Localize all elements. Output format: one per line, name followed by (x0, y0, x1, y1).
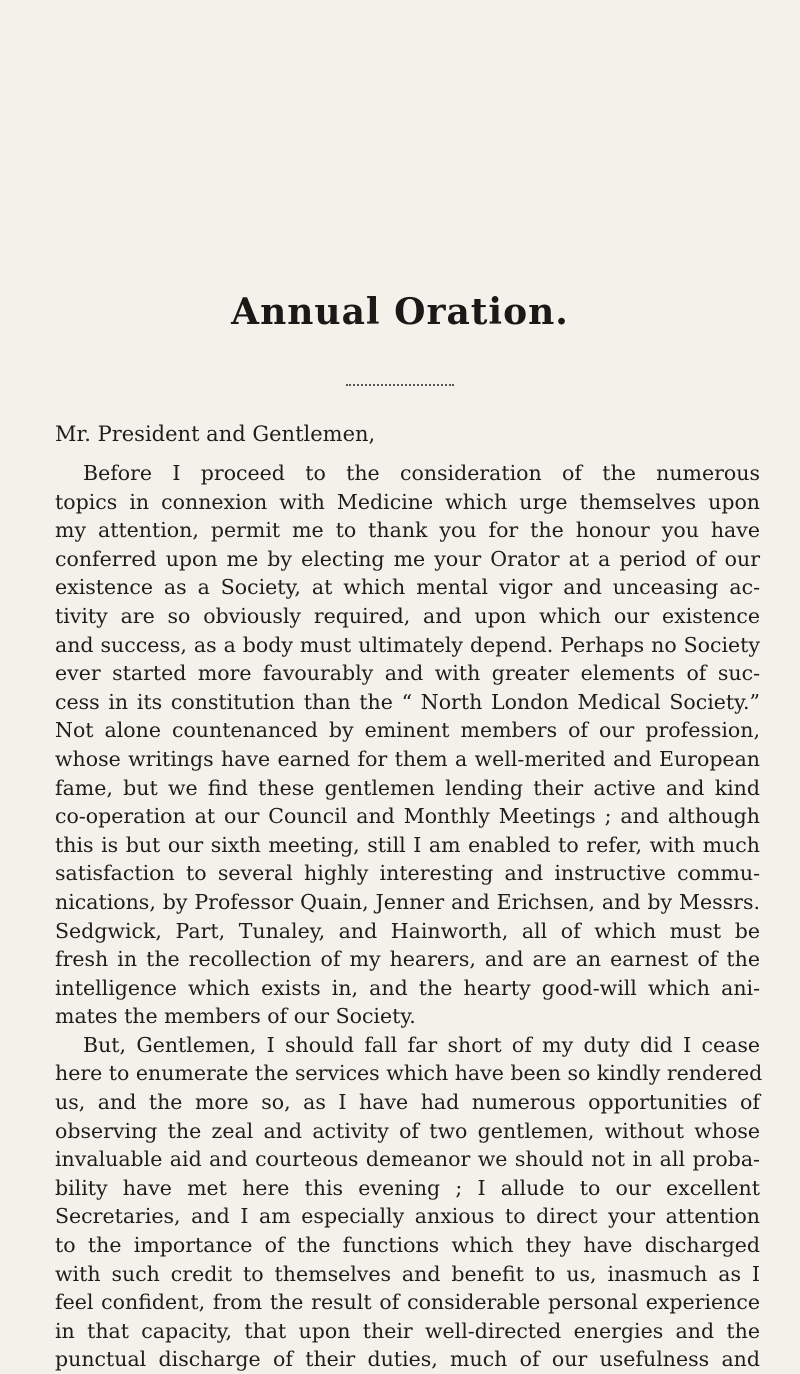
text-line: co-operation at our Council and Monthly Meetings ; and although (55, 804, 760, 829)
text-line: intelligence which exists in, and the hearty good-will which ani- (55, 975, 760, 1000)
salutation: Mr. President and Gentlemen, (55, 422, 376, 446)
text-line: Not alone countenanced by eminent members of our profession, (55, 718, 760, 743)
text-line: topics in connexion with Medicine which urge themselves upon (55, 489, 760, 514)
text-line: invaluable aid and courteous demeanor we should not in all proba- (55, 1147, 760, 1172)
text-line: with such credit to themselves and benefit to us, inasmuch as I (55, 1261, 760, 1286)
text-line: Before I proceed to the consideration of the numerous (83, 461, 760, 485)
text-line: ever started more favourably and with greater elements of suc- (55, 661, 760, 686)
text-line: punctual discharge of their duties, much of our usefulness and (55, 1347, 760, 1372)
text-line: observing the zeal and activity of two gentlemen, without whose (55, 1118, 760, 1143)
text-line: and success, as a body must ultimately depend. Perhaps no Society (55, 632, 760, 657)
text-line: tivity are so obviously required, and upon which our existence (55, 603, 760, 628)
text-line: Secretaries, and I am especially anxious to direct your attention (55, 1204, 760, 1229)
text-line: mates the members of our Society. (55, 1004, 416, 1029)
text-line: this is but our sixth meeting, still I am enabled to refer, with much (55, 832, 760, 857)
text-line: bility have met here this evening ; I allude to our excellent (55, 1175, 760, 1200)
text-line: fame, but we find these gentlemen lending their active and kind (55, 775, 760, 800)
text-line: Sedgwick, Part, Tunaley, and Hainworth, all of which must be (55, 918, 760, 943)
text-line: us, and the more so, as I have had numerous opportunities of (55, 1090, 760, 1115)
text-line: my attention, permit me to thank you for the honour you have (55, 518, 760, 543)
body-text (55, 459, 763, 1374)
text-line: in that capacity, that upon their well-directed energies and the (55, 1318, 760, 1343)
document-title: Annual Oration. (231, 291, 569, 333)
text-line: feel confident, from the result of considerable personal experience (55, 1290, 760, 1315)
text-line: cess in its constitution than the “ North London Medical Society.” (55, 689, 760, 714)
text-line: to the importance of the functions which they have discharged (55, 1233, 760, 1258)
text-line: fresh in the recollection of my hearers, and are an earnest of the (55, 947, 760, 972)
text-line: conferred upon me by electing me your Orator at a period of our (55, 546, 760, 571)
dotted-divider (346, 384, 454, 386)
text-line: nications, by Professor Quain, Jenner and Erichsen, and by Messrs. (55, 889, 760, 914)
text-line: satisfaction to several highly interesting and instructive commu- (55, 861, 760, 886)
text-line: existence as a Society, at which mental vigor and unceasing ac- (55, 575, 760, 600)
text-line: But, Gentlemen, I should fall far short of my duty did I cease (83, 1032, 760, 1057)
text-line: here to enumerate the services which have been so kindly rendered (55, 1061, 763, 1086)
text-line: whose writings have earned for them a well-merited and European (55, 746, 760, 771)
